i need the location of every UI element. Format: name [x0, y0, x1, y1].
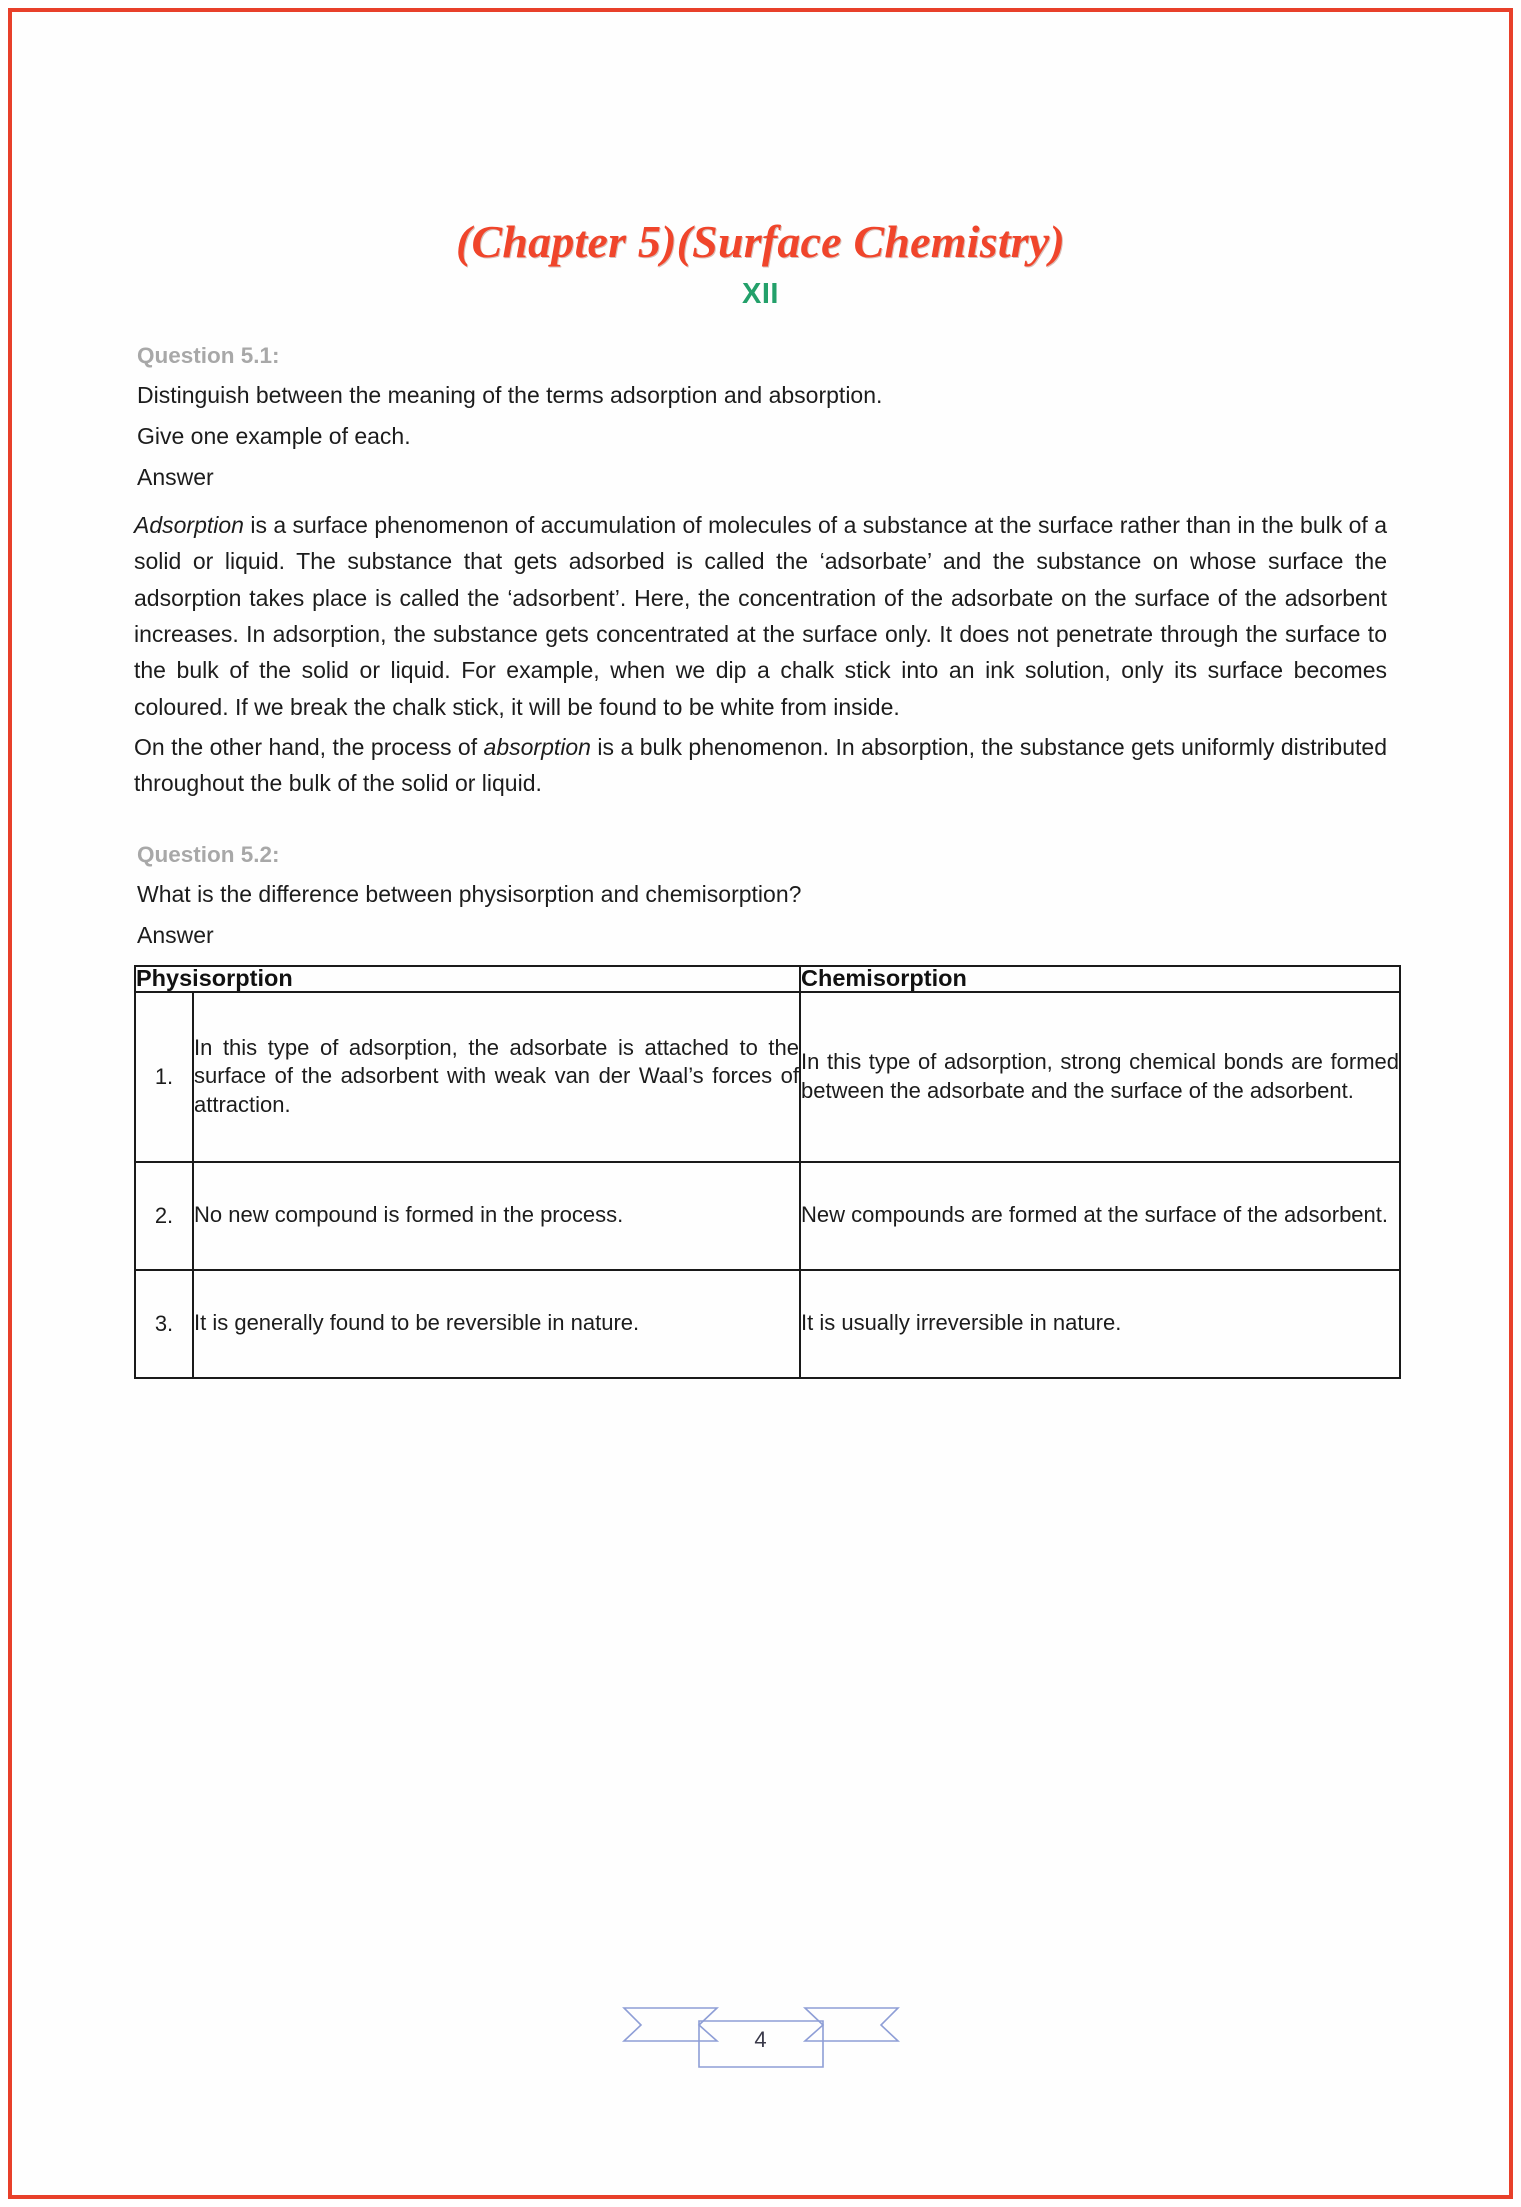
cell-chemisorption: New compounds are formed at the surface of the adsorbent. [800, 1162, 1400, 1270]
document-body [134, 342, 1399, 1379]
cell-physisorption: No new compound is formed in the process. [193, 1162, 800, 1270]
page-frame [8, 8, 1513, 2199]
page-number: 4 [754, 2027, 767, 2052]
question-text-5-1-line-1: Distinguish between the meaning of the terms adsorption and absorption. [137, 382, 883, 409]
answer-label-5-2: Answer [137, 922, 214, 949]
table-header-row [135, 966, 1400, 992]
question-text-5-1-line-2: Give one example of each. [137, 423, 411, 450]
title-block [134, 12, 1387, 311]
comparison-table [134, 965, 1401, 1379]
cell-physisorption: In this type of adsorption, the adsorbate is attached to the surface of the adsorbent with weak van der Waal’s forces of attraction. [193, 992, 800, 1162]
question-label-5-1: Question 5.1: [137, 342, 280, 368]
section-spacer [134, 802, 1387, 844]
page-title: (Chapter 5)(Surface Chemistry) [455, 216, 1066, 267]
table-row [135, 1162, 1400, 1270]
table-row [135, 1270, 1400, 1378]
page-footer [12, 1999, 1509, 2077]
question-text-5-2: What is the difference between physisorption and chemisorption? [137, 881, 802, 908]
cell-physisorption: It is generally found to be reversible in nature. [193, 1270, 800, 1378]
page-content-area [12, 12, 1509, 2195]
table-row [135, 992, 1400, 1162]
row-number: 2. [135, 1162, 193, 1270]
ribbon-banner-icon [621, 1999, 901, 2077]
answer-paragraph-2-part-1: On the other hand, the process of [134, 734, 484, 761]
row-number: 3. [135, 1270, 193, 1378]
cell-chemisorption: In this type of adsorption, strong chemical bonds are formed between the adsorbate and the surface of the adsorbent. [800, 992, 1400, 1162]
table-header-physisorption: Physisorption [135, 966, 800, 992]
answer-paragraph-2 [134, 729, 1387, 802]
answer-paragraph-1 [134, 507, 1387, 725]
answer-label-5-1: Answer [137, 464, 214, 491]
answer-paragraph-1-italic-lead: Adsorption [134, 512, 244, 539]
answer-paragraph-2-italic-term: absorption [483, 734, 591, 761]
cell-chemisorption: It is usually irreversible in nature. [800, 1270, 1400, 1378]
class-label: XII [742, 277, 779, 310]
answer-paragraph-2-part-2: is a bulk phenomenon. In absorption, the substance gets uniformly distributed throughout the bulk of the solid or liquid. [134, 734, 1387, 797]
question-label-5-2: Question 5.2: [137, 841, 280, 867]
answer-paragraph-1-body: is a surface phenomenon of accumulation of molecules of a substance at the surface rather than in the bulk of a solid or liquid. The substance that gets adsorbed is called the ‘adsorbate’ and the substance on whose surface the adsorption takes place is called the ‘adsorbent’. Here, the concentration of the adsorbate on the surface of the adsorbent increases. In adsorption, the substance gets concentrated at the surface only. It does not penetrate through the surface to the bulk of the solid or liquid. For example, when we dip a chalk stick into an ink solution, only its surface becomes coloured. If we break the chalk stick, it will be found to be white from inside. [134, 512, 1387, 720]
table-header-chemisorption: Chemisorption [800, 966, 1400, 992]
row-number: 1. [135, 992, 193, 1162]
